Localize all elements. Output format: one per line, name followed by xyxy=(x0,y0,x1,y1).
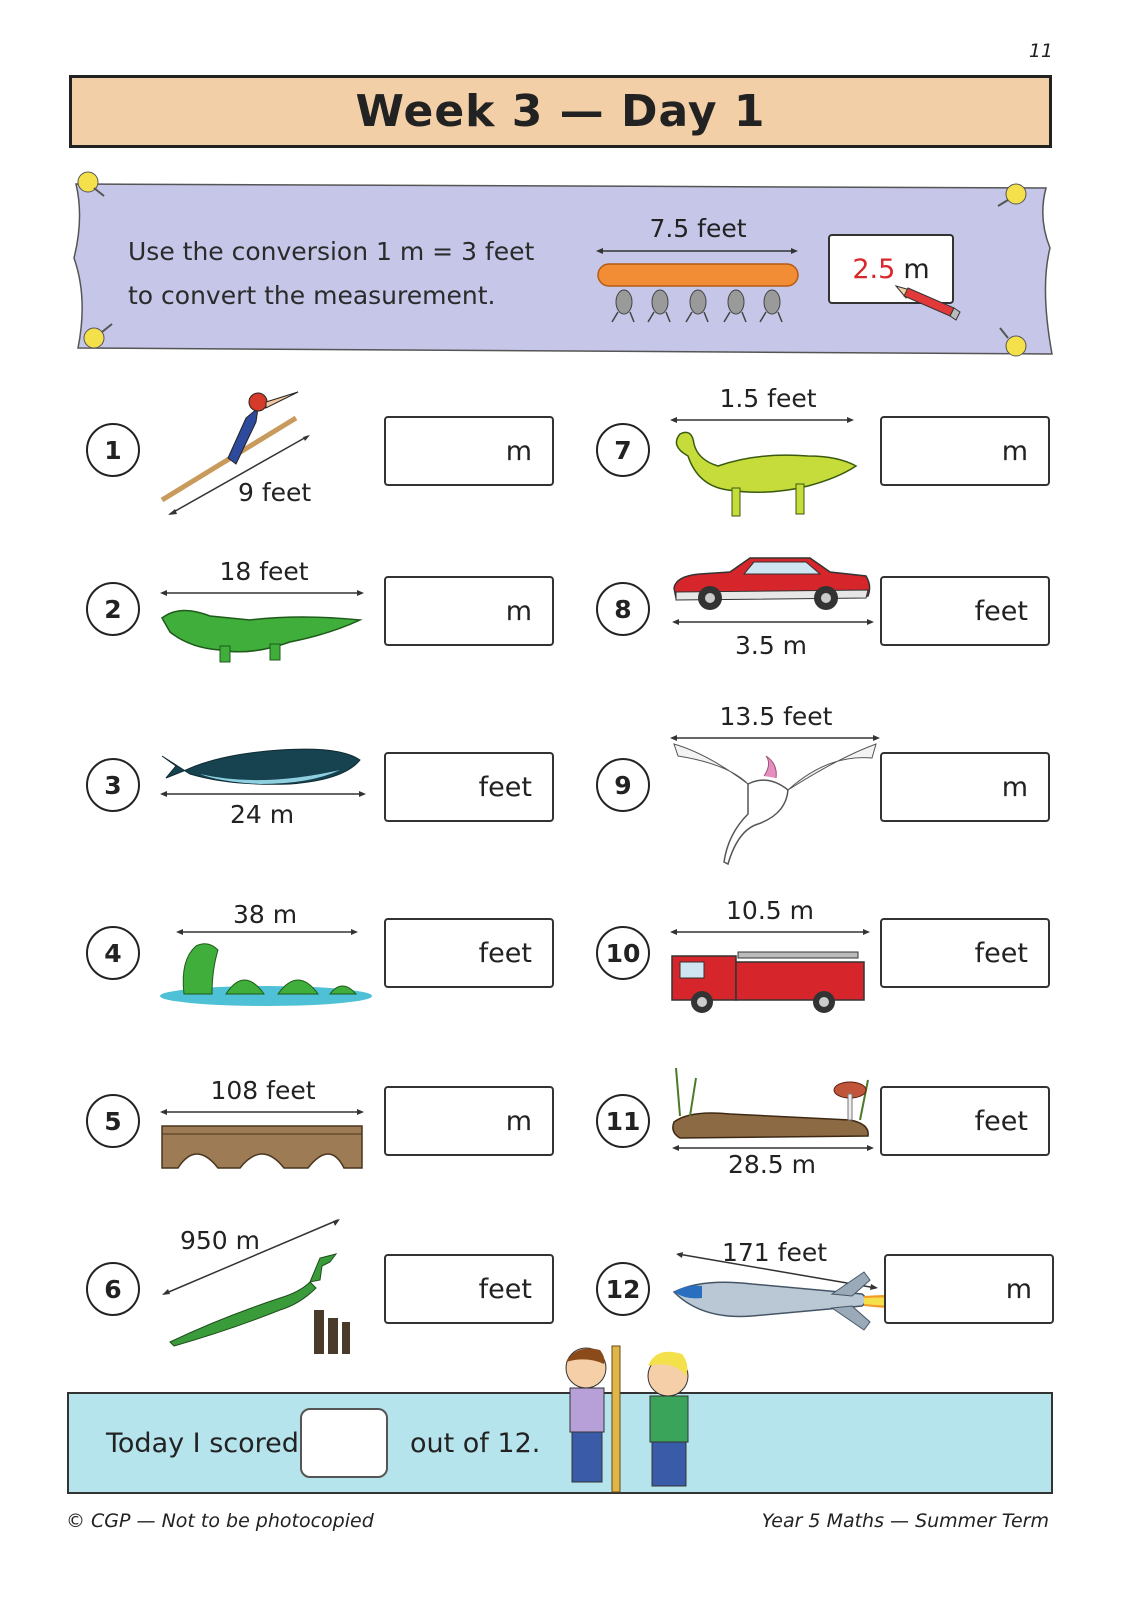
chameleon-icon xyxy=(668,416,868,524)
answer-unit: feet xyxy=(478,1273,532,1305)
answer-unit: m xyxy=(1001,435,1028,467)
answer-unit: feet xyxy=(974,1105,1028,1137)
question-number: 6 xyxy=(86,1262,140,1316)
answer-box[interactable] xyxy=(880,576,1050,646)
answer-unit: m xyxy=(505,595,532,627)
question-number: 4 xyxy=(86,926,140,980)
children-measuring-icon xyxy=(556,1336,702,1492)
answer-box[interactable] xyxy=(384,918,554,988)
answer-unit: feet xyxy=(478,937,532,969)
question-measurement: 9 feet xyxy=(238,478,312,507)
answer-box[interactable] xyxy=(384,752,554,822)
bridge-icon xyxy=(160,1108,364,1170)
question-measurement: 108 feet xyxy=(210,1076,316,1105)
question-measurement: 38 m xyxy=(232,900,298,929)
instruction-line: Use the conversion 1 m = 3 feet xyxy=(128,237,535,266)
answer-box[interactable] xyxy=(384,576,554,646)
answer-box[interactable] xyxy=(384,1254,554,1324)
fire-engine-icon xyxy=(668,928,872,1018)
answer-box[interactable] xyxy=(880,752,1050,822)
question-number: 1 xyxy=(86,423,140,477)
instruction-line: to convert the measurement. xyxy=(128,281,496,310)
question-measurement: 171 feet xyxy=(722,1238,828,1267)
answer-box[interactable] xyxy=(880,1086,1050,1156)
question-number: 9 xyxy=(596,758,650,812)
question-measurement: 24 m xyxy=(229,800,295,829)
answer-unit: feet xyxy=(478,771,532,803)
answer-box[interactable] xyxy=(384,416,554,486)
page-number: 11 xyxy=(1028,40,1053,62)
answer-unit: m xyxy=(1005,1273,1032,1305)
sea-monster-icon xyxy=(160,930,374,1008)
praying-mantis-icon xyxy=(160,1218,356,1358)
page-title: Week 3 — Day 1 xyxy=(355,86,766,137)
example-measurement: 7.5 feet xyxy=(649,214,747,243)
question-number: 2 xyxy=(86,582,140,636)
answer-unit: m xyxy=(1001,771,1028,803)
answer-unit: m xyxy=(505,1105,532,1137)
pegasus-icon xyxy=(668,734,882,874)
log-icon xyxy=(670,1060,876,1156)
example-instructions xyxy=(128,230,534,318)
answer-box[interactable] xyxy=(384,1086,554,1156)
question-measurement: 28.5 m xyxy=(728,1150,816,1179)
question-number: 7 xyxy=(596,423,650,477)
question-number: 11 xyxy=(596,1094,650,1148)
question-number: 8 xyxy=(596,582,650,636)
question-number: 3 xyxy=(86,758,140,812)
car-icon xyxy=(670,552,876,628)
title-bar xyxy=(69,75,1052,148)
mice-loaf-icon xyxy=(596,248,802,328)
score-prefix: Today I scored xyxy=(106,1428,299,1459)
question-measurement: 3.5 m xyxy=(734,631,808,660)
question-number: 5 xyxy=(86,1094,140,1148)
answer-unit: feet xyxy=(974,595,1028,627)
example-answer-unit: m xyxy=(903,253,930,285)
answer-box[interactable] xyxy=(880,416,1050,486)
question-number: 10 xyxy=(596,926,650,980)
answer-unit: m xyxy=(505,435,532,467)
crocodile-icon xyxy=(160,590,364,670)
question-measurement: 13.5 feet xyxy=(719,702,833,731)
score-suffix: out of 12. xyxy=(410,1428,541,1459)
question-measurement: 18 feet xyxy=(219,557,309,586)
whale-icon xyxy=(160,736,366,798)
question-measurement: 1.5 feet xyxy=(719,384,817,413)
question-measurement: 950 m xyxy=(180,1226,261,1255)
footer-copyright: © CGP — Not to be photocopied xyxy=(66,1510,374,1532)
answer-box[interactable] xyxy=(880,918,1050,988)
question-number: 12 xyxy=(596,1262,650,1316)
example-answer-value: 2.5 xyxy=(852,253,896,285)
pencil-icon xyxy=(896,282,962,322)
footer-course: Year 5 Maths — Summer Term xyxy=(761,1510,1049,1532)
score-input[interactable] xyxy=(300,1408,388,1478)
answer-box[interactable] xyxy=(884,1254,1054,1324)
question-measurement: 10.5 m xyxy=(726,896,814,925)
answer-unit: feet xyxy=(974,937,1028,969)
